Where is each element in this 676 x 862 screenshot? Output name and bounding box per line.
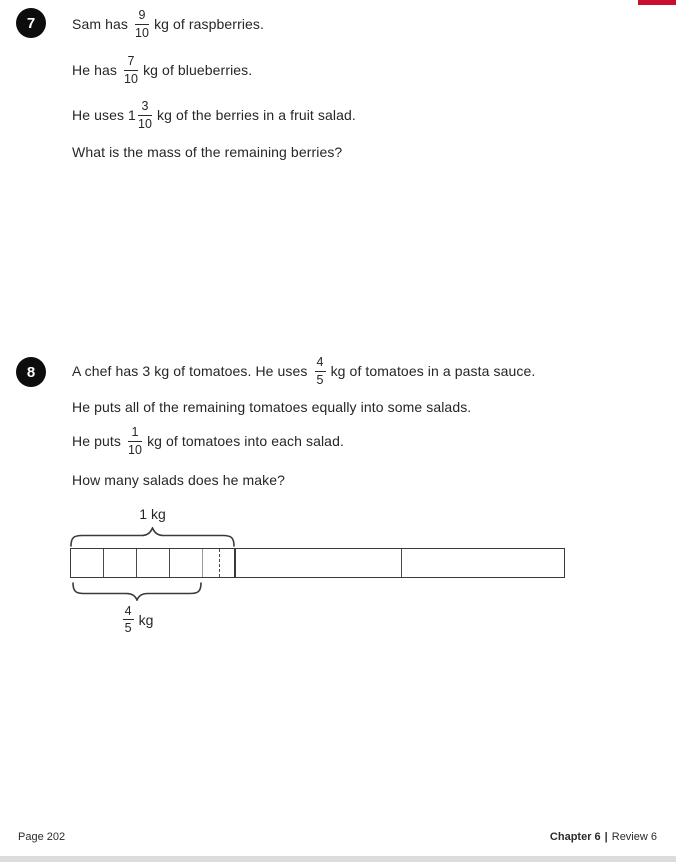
tenth-dashed-divider	[219, 549, 220, 577]
problem8-number: 8	[26, 363, 36, 381]
fraction-7-10	[124, 54, 138, 86]
problem7-line2	[72, 48, 252, 92]
top-curly-brace	[70, 527, 235, 547]
footer-page-number: Page 202	[18, 831, 66, 843]
bottom-curly-brace	[72, 582, 202, 601]
problem7-line2-pre: He has	[72, 62, 117, 78]
fraction-numerator: 9	[135, 8, 149, 24]
problem7-number-badge	[16, 8, 46, 38]
bar-model-bottom-label	[74, 604, 202, 636]
problem8-line3	[72, 419, 344, 463]
problem8-line1-pre: A chef has 3 kg of tomatoes. He uses	[72, 363, 308, 379]
fraction-numerator: 7	[124, 54, 138, 70]
problem8-line4-text: How many salads does he make?	[72, 472, 286, 488]
fraction-4-5	[315, 355, 326, 387]
page-edge-tab	[638, 0, 676, 5]
problem7-number: 7	[26, 14, 36, 32]
problem8-number-badge	[16, 357, 46, 387]
fraction-denominator: 10	[123, 71, 139, 86]
fifth-divider-1	[103, 549, 104, 577]
kg-divider-2	[401, 549, 402, 577]
fraction-numerator: 4	[123, 604, 134, 620]
fraction-denominator: 5	[316, 372, 324, 387]
fifth-divider-2	[136, 549, 137, 577]
problem7-line2-post: kg of blueberries.	[143, 62, 253, 78]
fifth-divider-4	[202, 549, 203, 577]
fraction-numerator: 1	[128, 425, 142, 441]
problem8-line2-text: He puts all of the remaining tomatoes equally into some salads.	[72, 399, 472, 415]
problem7-line1-post: kg of raspberries.	[154, 16, 265, 32]
fraction-denominator: 10	[134, 25, 150, 40]
problem7-line3-post: kg of the berries in a fruit salad.	[157, 107, 356, 123]
footer-chapter-info	[550, 831, 657, 843]
bottom-strip	[0, 856, 676, 862]
problem7-line1	[72, 2, 264, 46]
fraction-denominator: 10	[127, 442, 143, 457]
problem7-line3	[72, 93, 356, 137]
fraction-9-10	[135, 8, 149, 40]
problem7-line4	[72, 143, 342, 161]
problem8-line1	[72, 349, 535, 393]
problem8-line2	[72, 398, 471, 416]
bar-model-top-label: 1 kg	[139, 506, 166, 522]
bottom-label-unit: kg	[138, 611, 154, 628]
footer-section-label: Review 6	[611, 831, 657, 843]
fraction-numerator: 4	[315, 355, 326, 371]
fraction-1-10	[128, 425, 142, 457]
fraction-numerator: 3	[138, 99, 152, 115]
fraction-denominator: 10	[137, 116, 153, 131]
fraction-denominator: 5	[124, 621, 132, 636]
fraction-4-5-label	[123, 604, 134, 636]
kg-divider-1	[234, 549, 236, 577]
footer-chapter-label: Chapter 6	[549, 831, 601, 843]
bar-model	[70, 548, 565, 578]
fraction-3-10	[138, 99, 152, 131]
problem7-line1-pre: Sam has	[72, 16, 128, 32]
problem7-line4-text: What is the mass of the remaining berries?	[72, 144, 343, 160]
problem8-line1-post: kg of tomatoes in a pasta sauce.	[330, 363, 536, 379]
problem7-line3-pre: He uses 1	[72, 107, 136, 123]
problem8-line3-pre: He puts	[72, 433, 121, 449]
fifth-divider-3	[169, 549, 170, 577]
problem8-line4	[72, 471, 285, 489]
problem8-line3-post: kg of tomatoes into each salad.	[147, 433, 344, 449]
footer-separator: |	[604, 831, 608, 843]
